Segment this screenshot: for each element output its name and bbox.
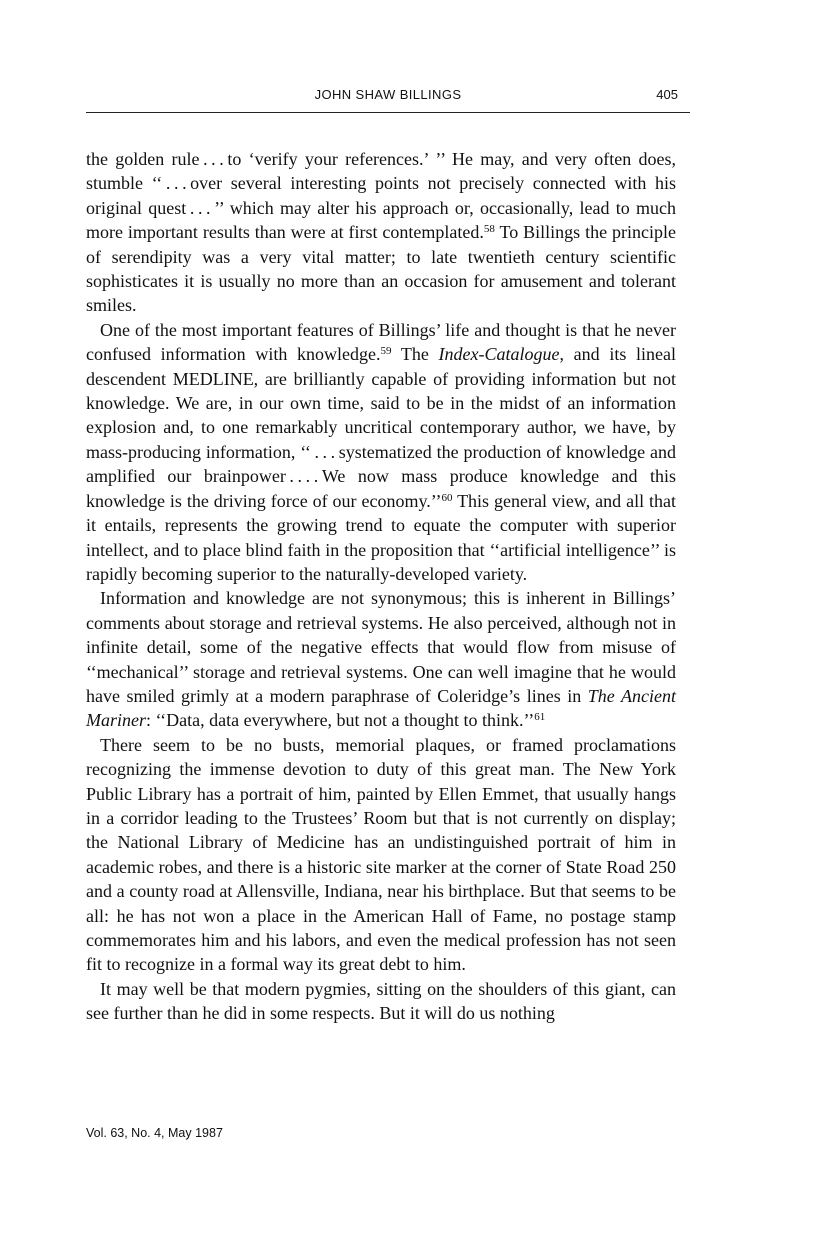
journal-citation: Vol. 63, No. 4, May 1987 bbox=[86, 1126, 223, 1140]
article-body bbox=[86, 147, 676, 1026]
page-number: 405 bbox=[656, 87, 678, 102]
running-head: JOHN SHAW BILLINGS bbox=[314, 87, 462, 102]
paragraph-5 bbox=[86, 977, 676, 1026]
title-index-catalogue: Index-Catalogue bbox=[438, 344, 560, 365]
footnote-ref-60: 60 bbox=[441, 491, 453, 504]
text-run: the golden rule . . . to ‘verify your references.’ ’’ He may, and very often does, stumble ‘‘ . . . over several interesting points not precisely connected with his original quest . . . ’’ which may alter his approach or, occasionally, lead to much more important results than were at first contemplated. bbox=[86, 149, 676, 243]
title-ancient-mariner: The Ancient Mariner bbox=[86, 685, 676, 731]
text-run: , and its lineal descendent MEDLINE, are brilliantly capable of providing information but not knowledge. We are, in our own time, said to be in the midst of an information explosion and, to one remarkably uncritical contemporary author, we have, by mass-producing information, ‘‘ . . . systematized the production of knowledge and amplified our brainpower . . . . We now mass produce knowledge and this knowledge is the driving force of our economy.’’ bbox=[86, 344, 676, 511]
footnote-ref-58: 58 bbox=[483, 223, 495, 236]
page-header bbox=[86, 82, 690, 113]
text-run: Information and knowledge are not synonymous; this is inherent in Billings’ comments about storage and retrieval systems. He also perceived, although not in infinite detail, some of the negative effects that would flow from misuse of ‘‘mechanical’’ storage and retrieval systems. One can well imagine that he would have smiled grimly at a modern paraphrase of Coleridge’s lines in bbox=[86, 588, 676, 706]
text-run: There seem to be no busts, memorial plaques, or framed proclamations recognizing the immense devotion to duty of this great man. The New York Public Library has a portrait of him, painted by Ellen Emmet, that usually hangs in a corridor leading to the Trustees’ Room but that is not currently on display; the National Library of Medicine has an undistinguished portrait of him in academic robes, and there is a historic site marker at the corner of State Road 250 and a county road at Allensville, Indiana, near his birthplace. But that seems to be all: he has not won a place in the American Hall of Fame, no postage stamp commemorates him and his labors, and even the medical profession has not seen fit to recognize in a formal way its great debt to him. bbox=[86, 734, 676, 975]
text-run: This general view, and all that it entails, represents the growing trend to equate the computer with superior intellect, and to place blind faith in the proposition that ‘‘artificial intelligence’’ is rapidly becoming superior to the naturally-developed variety. bbox=[86, 490, 677, 584]
footnote-ref-61: 61 bbox=[534, 711, 546, 724]
text-run: One of the most important features of Billings’ life and thought is that he never confused information with knowledge. bbox=[86, 319, 676, 365]
footnote-ref-59: 59 bbox=[380, 345, 392, 358]
text-run: : ‘‘Data, data everywhere, but not a thought to think.’’ bbox=[146, 710, 535, 731]
paragraph-2 bbox=[86, 318, 676, 586]
text-run: The bbox=[391, 344, 439, 365]
text-run: It may well be that modern pygmies, sitting on the shoulders of this giant, can see further than he did in some respects. But it will do us nothing bbox=[86, 978, 676, 1024]
text-run: To Billings the principle of serendipity was a very vital matter; to late twentieth century scientific sophisticates it is usually no more than an occasion for amusement and tolerant smiles. bbox=[86, 222, 677, 316]
paragraph-3 bbox=[86, 586, 676, 732]
paragraph-1 bbox=[86, 147, 676, 318]
paragraph-4 bbox=[86, 733, 676, 977]
